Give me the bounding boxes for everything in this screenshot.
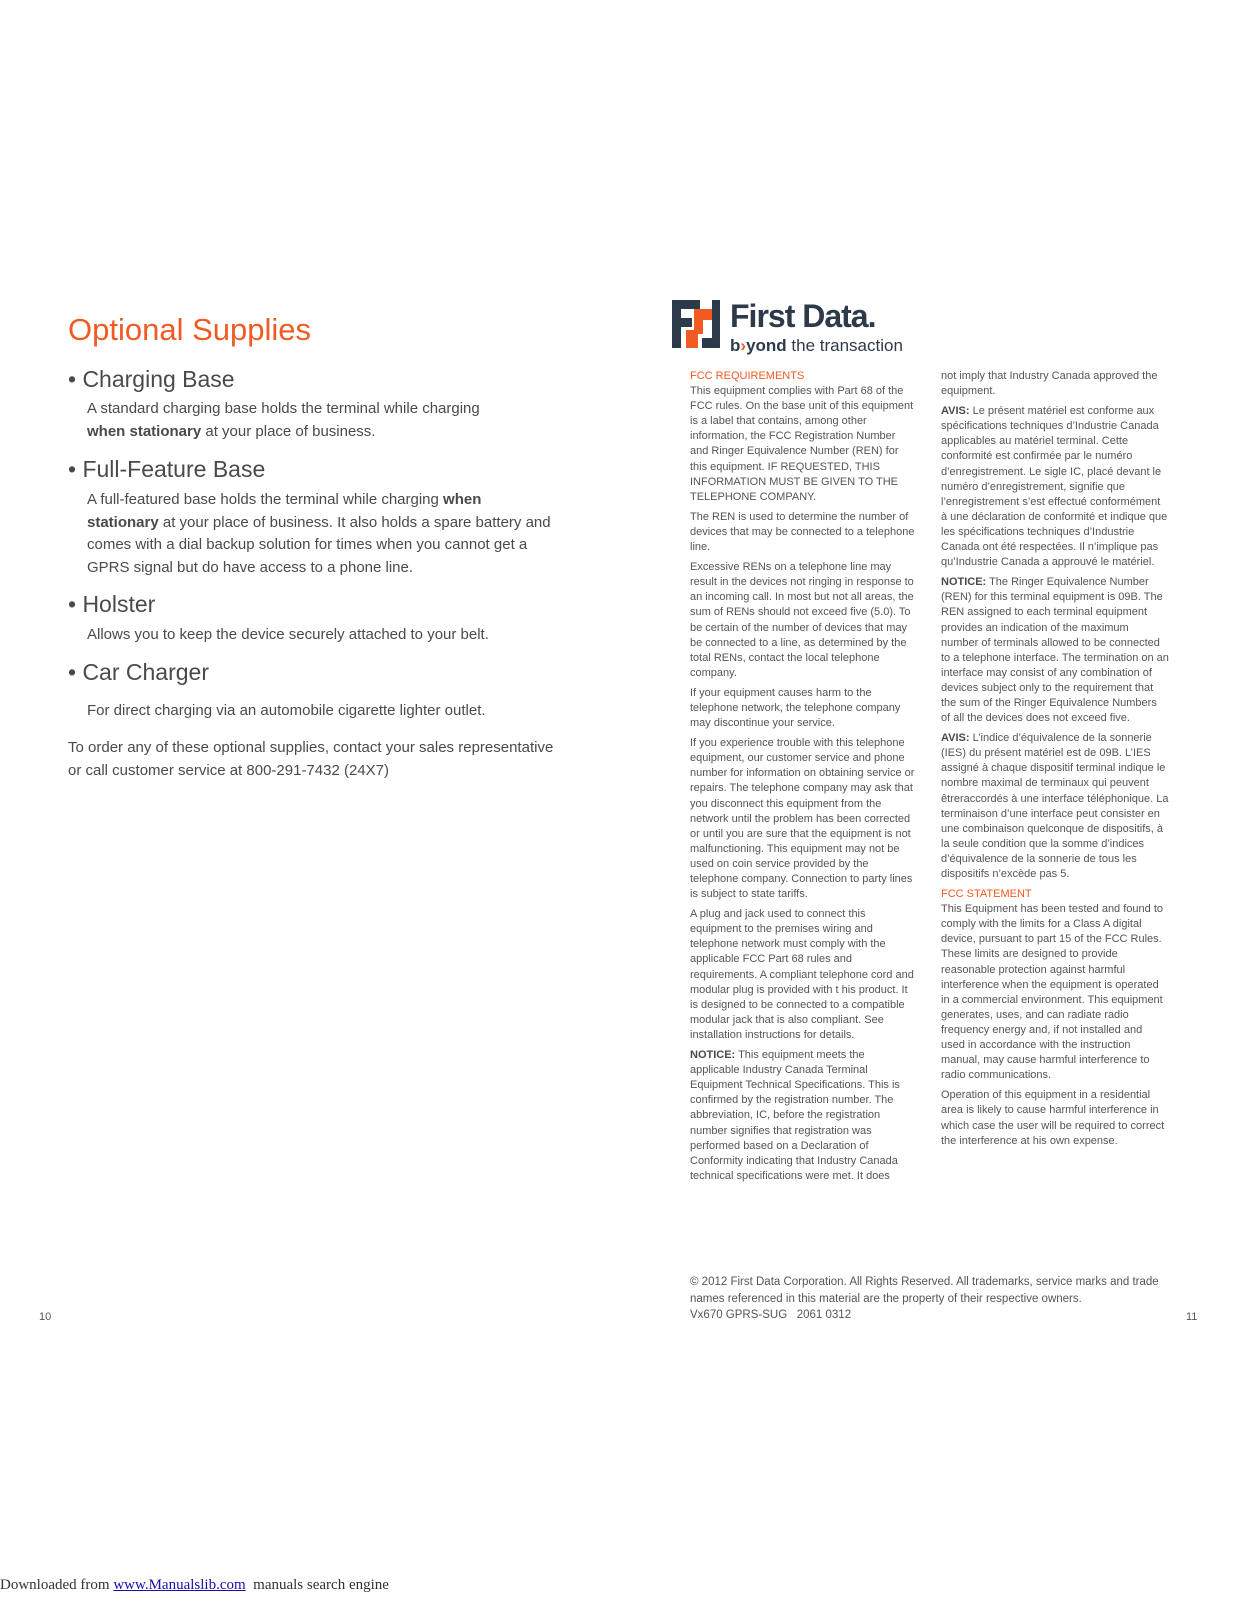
- item-body-full-feature-base: A full-featured base holds the terminal while charging when stationary at your place of business. It also holds a spare battery and comes with a dial backup solution for times when you cannot get a GPRS signal but do have access to a phone line.: [87, 491, 551, 576]
- fcc-paragraph: AVIS: L’indice d’équivalence de la sonnerie (IES) du présent matériel est de 09B. L’IES assigné à chaque dispositif terminal indique le nombre maximal de terminaux qui peuvent êtreraccordés à une interface téléphonique. La terminaison d’une interface peut consister en une combinaison quelconque de dispositifs, à la seule condition que la somme d’indices d’équivalence de la sonnerie de tous les dispositifs n’excède pas 5.: [941, 732, 1169, 880]
- fcc-requirements-heading: FCC REQUIREMENTS: [690, 370, 805, 382]
- first-data-logo: [672, 298, 912, 362]
- order-instructions: To order any of these optional supplies, contact your sales representative or call customer service at 800-291-7432 (24X7): [68, 739, 554, 779]
- copyright-footer: [690, 1274, 1160, 1324]
- fcc-paragraph: If you experience trouble with this telephone equipment, our customer service and phone number for information on obtaining service or repairs. The telephone company may ask that you disconnect this equipment from the network until the problem has been corrected or until you are sure that the equipment is not malfunctioning. This equipment may not be used on coin service provided by the telephone company. Connection to party lines is subject to state tariffs.: [690, 737, 915, 901]
- fcc-paragraph: Excessive RENs on a telephone line may result in the devices not ringing in response to an incoming call. In most but not all areas, the sum of RENs should not exceed five (5.0). To be certain of the number of devices that may be connected to a line, as determined by the total RENs, contact the local telephone company.: [690, 561, 914, 679]
- brand-name: First Data.: [730, 298, 876, 334]
- fcc-paragraph: This Equipment has been tested and found to comply with the limits for a Class A digital device, pursuant to part 15 of the FCC Rules. These limits are designed to provide reasonable protection against harmful interference when the equipment is operated in a commercial environment. This equipment generates, uses, and can radiate radio frequency energy and, if not installed and used in accordance with the instruction manual, may cause harmful interference to radio communications.: [941, 903, 1163, 1082]
- fcc-paragraph: NOTICE: This equipment meets the applicable Industry Canada Terminal Equipment Technical Specifications. This is confirmed by the registration number. The abbreviation, IC, before the registration number signifies that registration was performed based on a Declaration of Conformity indicating that Industry Canada technical specifications were met. It does: [690, 1049, 900, 1182]
- fcc-column-2: [941, 369, 1169, 1154]
- brand-tagline: b›yond the transaction: [730, 336, 903, 355]
- item-body-holster: Allows you to keep the device securely attached to your belt.: [87, 626, 489, 643]
- download-attribution: Downloaded from www.Manualslib.com manuals search engine: [0, 1577, 389, 1593]
- fcc-column-1: [690, 369, 916, 1189]
- copyright-text: © 2012 First Data Corporation. All Rights Reserved. All trademarks, service marks and trade names referenced in this material are the property of their respective owners.: [690, 1276, 1159, 1305]
- item-body-charging-base: A standard charging base holds the terminal while charging when stationary at your place of business.: [87, 400, 480, 440]
- fcc-paragraph: The REN is used to determine the number of devices that may be connected to a telephone line.: [690, 510, 915, 554]
- page-number-right: 11: [1186, 1311, 1198, 1323]
- item-heading-car-charger: • Car Charger: [68, 659, 209, 685]
- fcc-statement-heading: FCC STATEMENT: [941, 888, 1032, 901]
- page-number-left: 10: [39, 1311, 52, 1323]
- fcc-paragraph: NOTICE: The Ringer Equivalence Number (REN) for this terminal equipment is 09B. The REN assigned to each terminal equipment provides an indication of the maximum number of terminals allowed to be connected to a telephone interface. The termination on an interface may consist of any combination of devices subject only to the requirement that the sum of the Ringer Equivalence Numbers of all the devices does not exceed five.: [941, 576, 1169, 725]
- page-title: Optional Supplies: [68, 312, 311, 347]
- fcc-paragraph: AVIS: Le présent matériel est conforme aux spécifications techniques d’Industrie Canada applicables au matériel terminal. Cette conformité est confirmée par le numéro d’enregistrement. Le sigle IC, placé devant le numéro d’enregistrement, signifie que l’enregistrement s’est effectué conformément à une déclaration de conformité et indique que les spécifications techniques d’Industrie Canada ont été respectées. Il n’implique pas qu’Industrie Canada a approuvé le matériel.: [941, 405, 1168, 569]
- fcc-paragraph: not imply that Industry Canada approved the equipment.: [941, 370, 1158, 398]
- item-body-car-charger: For direct charging via an automobile cigarette lighter outlet.: [87, 702, 486, 719]
- document-id: Vx670 GPRS-SUG 2061 0312: [690, 1309, 852, 1321]
- item-heading-holster: • Holster: [68, 591, 156, 617]
- fcc-paragraph: Operation of this equipment in a residential area is likely to cause harmful interference in which case the user will be required to correct the interference at his own expense.: [941, 1089, 1165, 1147]
- item-heading-charging-base: • Charging Base: [68, 366, 235, 392]
- item-heading-full-feature-base: • Full-Feature Base: [68, 456, 266, 482]
- fcc-paragraph: If your equipment causes harm to the telephone network, the telephone company may discontinue your service.: [690, 686, 901, 730]
- fcc-paragraph: A plug and jack used to connect this equipment to the premises wiring and telephone network must comply with the applicable FCC Part 68 rules and requirements. A compliant telephone cord and modular plug is provided with t his product. It is designed to be connected to a compatible modular jack that is also compliant. See installation instructions for details.: [690, 908, 914, 1041]
- chevron-icon: ›: [740, 336, 747, 355]
- fcc-paragraph: This equipment complies with Part 68 of the FCC rules. On the base unit of this equipment is a label that contains, among other information, the FCC Registration Number and Ringer Equivalence Number (REN) for this equipment. IF REQUESTED, THIS INFORMATION MUST BE GIVEN TO THE TELEPHONE COMPANY.: [690, 385, 914, 503]
- manualslib-link[interactable]: www.Manualslib.com: [113, 1577, 246, 1593]
- first-data-logo-icon: [672, 300, 720, 348]
